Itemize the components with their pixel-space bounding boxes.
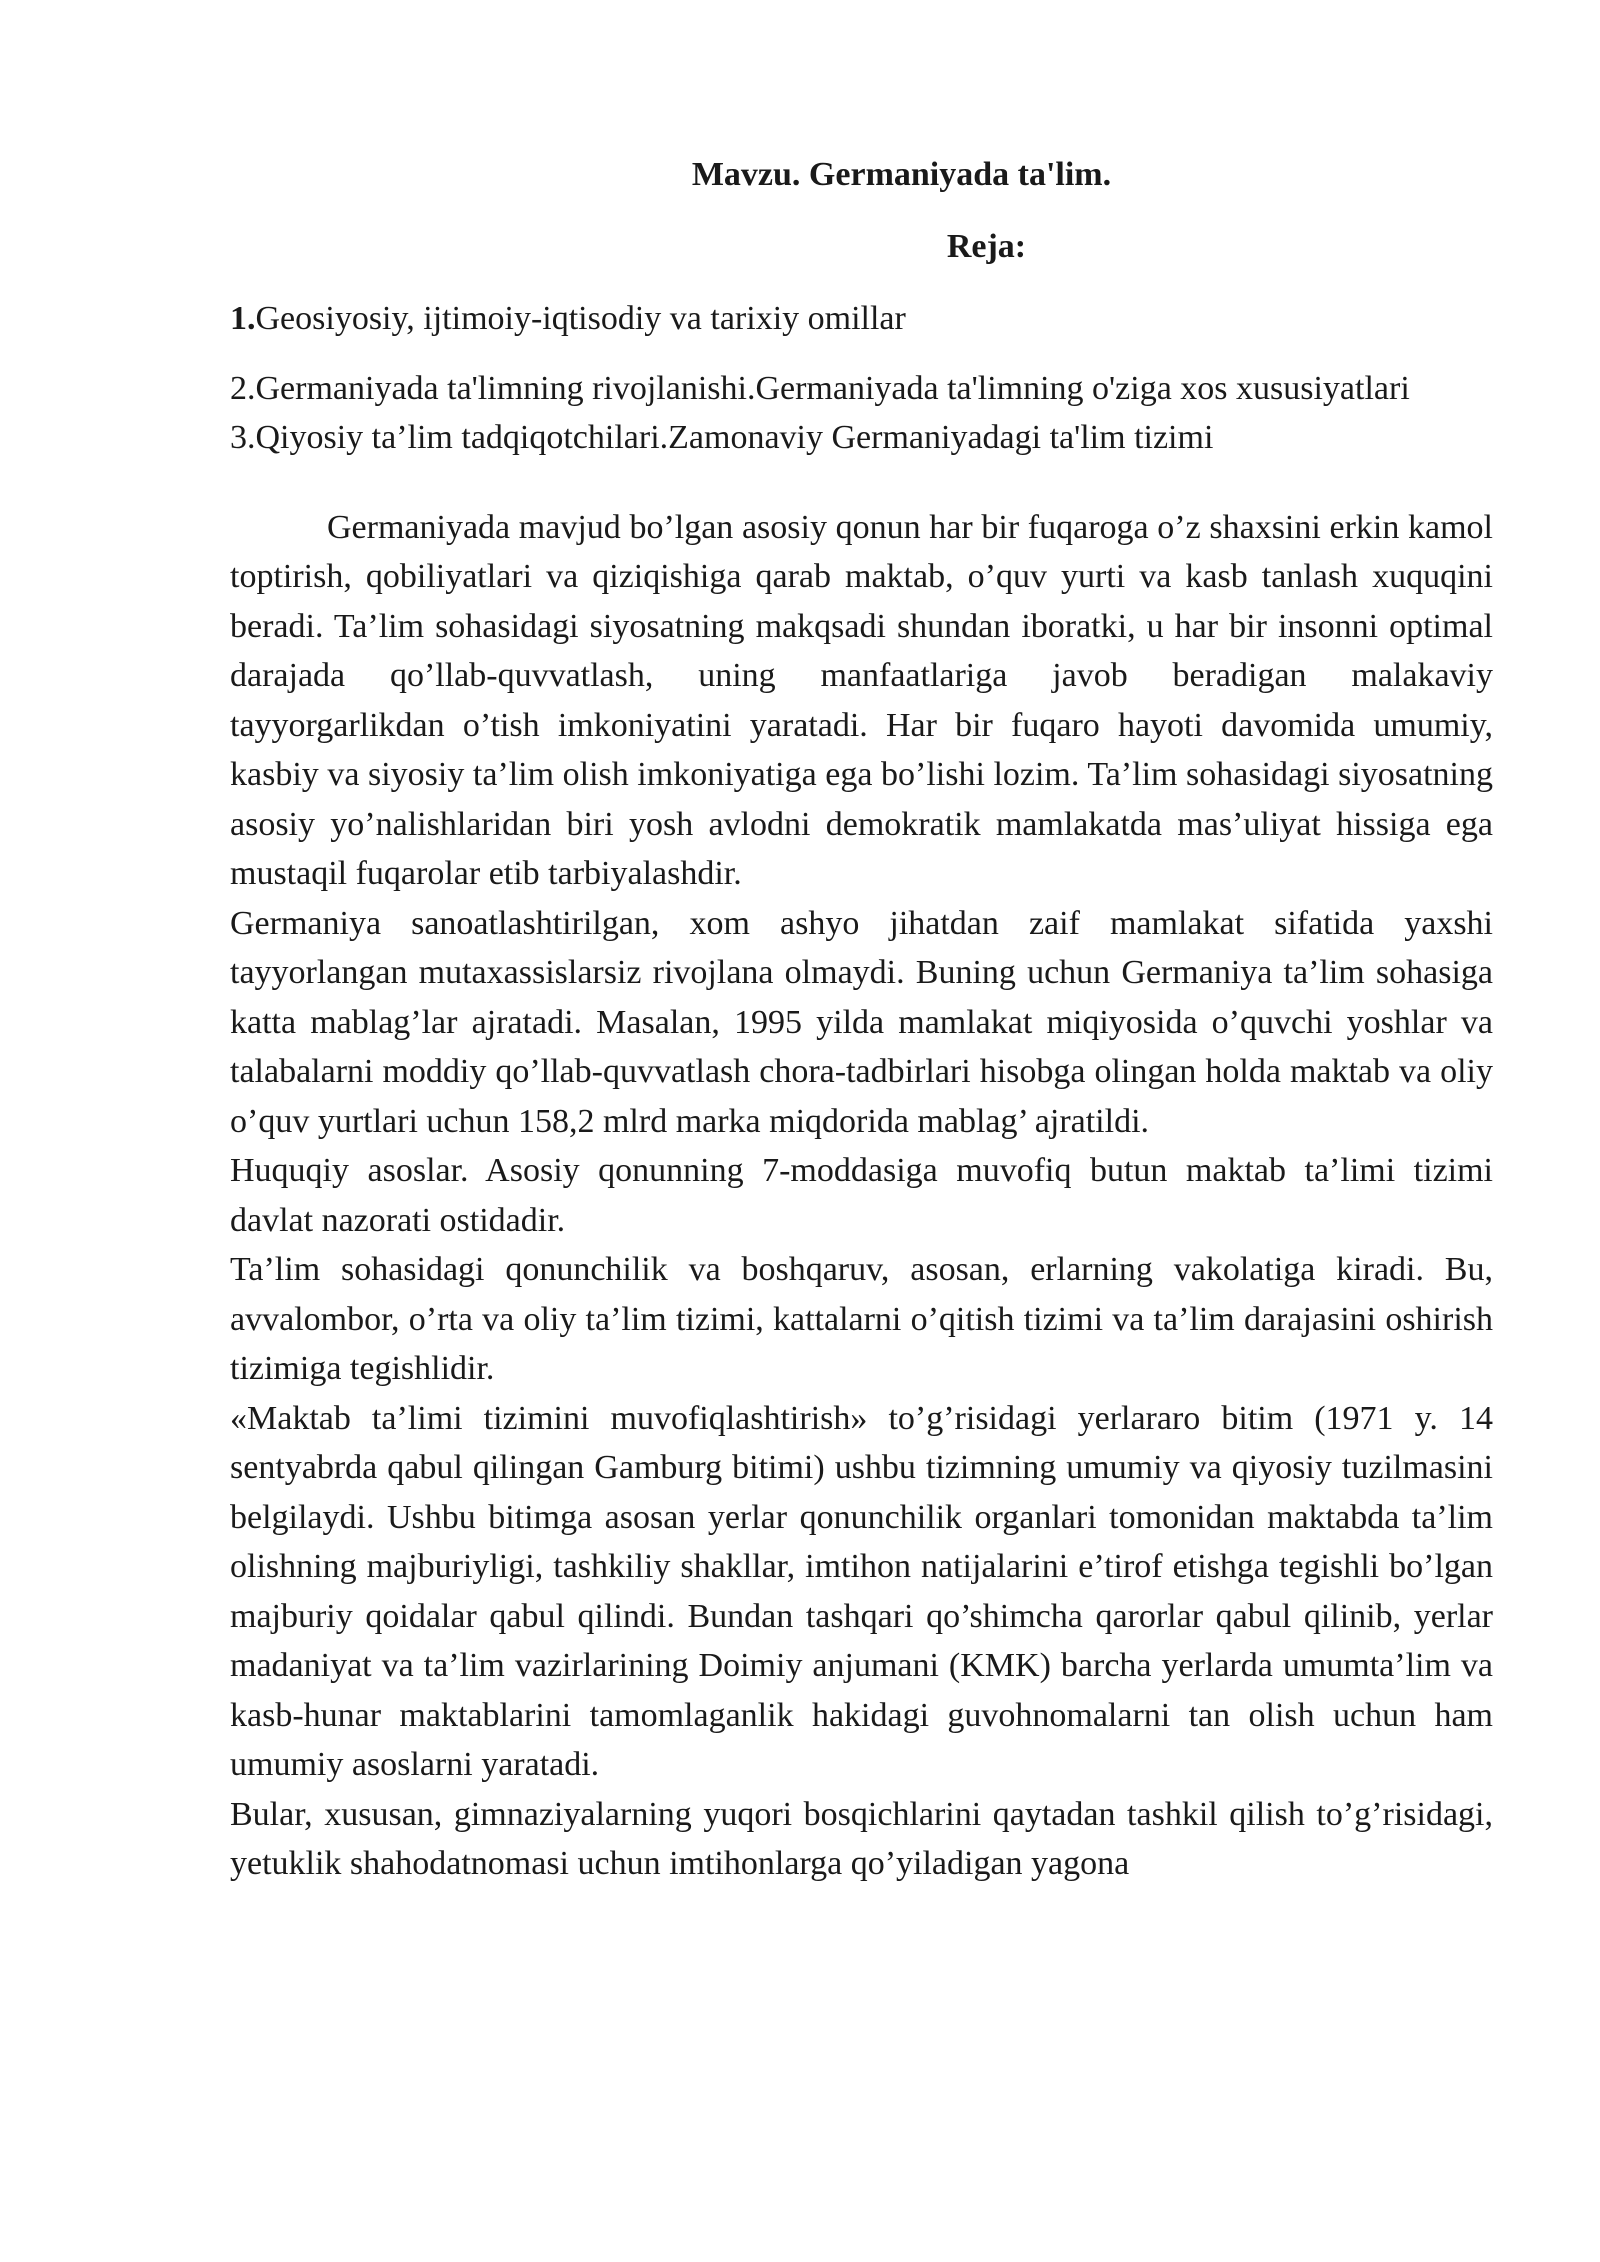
paragraph: Germaniyada mavjud bo’lgan asosiy qonun har bir fuqaroga o’z shaxsini erkin kamol toptirish, qobiliyatlari va qiziqishiga qarab maktab, o’quv yurti va kasb tanlash xuquqini beradi. Ta’lim sohasidagi siyosatning makqsadi shundan iboratki, u har bir insonni optimal darajada qo’llab-quvvatlash, uning manfaatlariga javob beradigan malakaviy tayyorgarlikdan o’tish imkoniyatini yaratadi. Har bir fuqaro hayoti davomida umumiy, kasbiy va siyosiy ta’lim olish imkoniyatiga ega bo’lishi lozim. Ta’lim sohasidagi siyosatning asosiy yo’nalishlaridan biri yosh avlodni demokratik mamlakatda mas’uliyat hissiga ega mustaqil fuqarolar etib tarbiyalashdir. <box>230 508 1493 892</box>
plan-item-text: Geosiyosiy, ijtimoiy-iqtisodiy va tarixiy omillar <box>255 300 906 337</box>
paragraph: Germaniya sanoatlashtirilgan, xom ashyo jihatdan zaif mamlakat sifatida yaxshi tayyorlangan mutaxassislarsiz rivojlana olmaydi. Buning uchun Germaniya ta’lim sohasiga katta mablag’lar ajratadi. Masalan, 1995 yilda mamlakat miqiyosida o’quvchi yoshlar va talabalarni moddiy qo’llab-quvvatlash chora-tadbirlari hisobga olingan holda maktab va oliy o’quv yurtlari uchun 158,2 mlrd marka miqdorida mablag’ ajratildi. <box>230 904 1493 1140</box>
plan-item-number: 2. <box>230 369 256 407</box>
document-page <box>230 150 1493 1889</box>
paragraph: «Maktab ta’limi tizimini muvofiqlashtirish» to’g’risidagi yerlararo bitim (1971 y. 14 sentyabrda qabul qilingan Gamburg bitimi) ushbu tizimning umumiy va qiyosiy tuzilmasini belgilaydi. Ushbu bitimga asosan yerlar qonunchilik organlari tomonidan maktabda ta’lim olishning majburiyligi, tashkiliy shakllar, imtihon natijalarini e’tirof etishga tegishli bo’lgan majburiy qoidalar qabul qilindi. Bundan tashqari qo’shimcha qarorlar qabul qilinib, yerlar madaniyat va ta’lim vazirlarining Doimiy anjumani (KMK) barcha yerlarda umumta’lim va kasb-hunar maktablarini tamomlaganlik hakidagi guvohnomalarni tan olish uchun ham umumiy asoslarni yaratadi. <box>230 1399 1493 1783</box>
plan-item <box>230 294 1493 344</box>
plan-heading: Reja: <box>946 228 1027 265</box>
plan-item <box>230 364 1493 414</box>
paragraph: Huquqiy asoslar. Asosiy qonunning 7-moddasiga muvofiq butun maktab ta’limi tizimi davlat nazorati ostidadir. <box>230 1152 1493 1239</box>
body-text <box>230 503 1493 1889</box>
plan-list <box>230 294 1493 463</box>
document-title: Mavzu. Germaniyada ta'lim. <box>691 156 1112 193</box>
plan-item <box>230 413 1493 463</box>
plan-item-text: Germaniyada ta'limning rivojlanishi.Germaniyada ta'limning o'ziga xos xususiyatlari <box>255 369 1410 407</box>
plan-item-number: 3. <box>230 419 256 456</box>
paragraph: Bular, xususan, gimnaziyalarning yuqori bosqichlarini qaytadan tashkil qilish to’g’risidagi, yetuklik shahodatnomasi uchun imtihonlarga qo’yiladigan yagona <box>230 1795 1493 1882</box>
paragraph: Ta’lim sohasidagi qonunchilik va boshqaruv, asosan, erlarning vakolatiga kiradi. Bu, avvalombor, o’rta va oliy ta’lim tizimi, kattalarni o’qitish tizimi va ta’lim darajasini oshirish tizimiga tegishlidir. <box>230 1251 1493 1387</box>
plan-item-number: 1. <box>230 300 256 337</box>
plan-item-text: Qiyosiy ta’lim tadqiqotchilari.Zamonaviy Germaniyadagi ta'lim tizimi <box>255 419 1214 456</box>
